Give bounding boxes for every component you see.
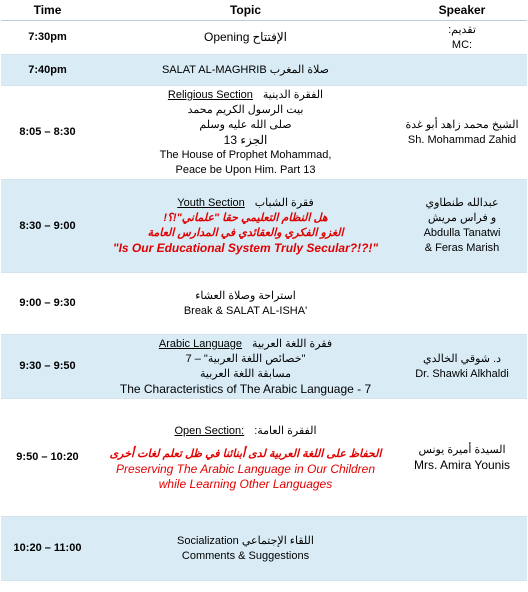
topic-ar: صلاة المغرب <box>269 63 330 76</box>
speaker-ar: الشيخ محمد زاهد أبو غدة <box>405 118 519 131</box>
header-time: Time <box>1 0 94 21</box>
speaker-en: & Feras Marish <box>424 242 500 254</box>
time-cell: 9:30 – 9:50 <box>1 335 94 399</box>
topic-en-line: Break & SALAT AL-ISHA' <box>183 304 308 317</box>
agenda-table <box>1 0 527 581</box>
section-title-ar: فقرة اللغة العربية <box>252 337 333 350</box>
section-title-ar: الفقرة العامة: <box>254 424 317 437</box>
speaker-cell <box>397 21 527 55</box>
table-row <box>1 273 527 335</box>
topic-en-line: The House of Prophet Mohammad, <box>159 148 332 161</box>
topic-cell <box>94 86 397 180</box>
topic-cell <box>94 180 397 273</box>
table-row <box>1 180 527 273</box>
topic-ar-line: الجزء 13 <box>223 132 268 147</box>
topic-en: Socialization <box>177 534 239 547</box>
section-title-en: Religious Section <box>167 88 253 101</box>
header-row <box>1 0 527 21</box>
table-row <box>1 21 527 55</box>
section-title-ar: فقرة الشباب <box>254 197 314 209</box>
speaker-ar: تقديم: <box>448 23 476 36</box>
speaker-ar: عبدالله طنطاوي <box>425 197 499 209</box>
topic-ar-line: الحفاظ على اللغة العربية لدى أبنائنا في ظل تعلم لغات أخرى <box>109 447 382 460</box>
speaker-en: MC: <box>451 38 473 51</box>
topic-en-line: "Is Our Educational System Truly Secular?!?!" <box>112 241 379 255</box>
speaker-cell <box>397 335 527 399</box>
topic-en-line: Comments & Suggestions <box>181 549 310 562</box>
topic-ar: اللقاء الإجتماعي <box>241 534 314 547</box>
topic-ar: الإفتتاح <box>252 29 287 44</box>
section-header <box>96 337 395 352</box>
topic-en: Opening <box>204 29 250 44</box>
speaker-cell <box>397 55 527 86</box>
time-cell: 8:30 – 9:00 <box>1 180 94 273</box>
topic-ar-line: هل النظام التعليمي حقا "علماني"!؟! <box>163 212 328 224</box>
topic-ar-line: بيت الرسول الكريم محمد <box>187 103 304 116</box>
topic-cell <box>94 55 397 86</box>
section-header <box>96 88 395 103</box>
topic-en-line: while Learning Other Languages <box>158 476 333 491</box>
speaker-ar: السيدة أميرة يونس <box>418 443 506 456</box>
topic-cell <box>94 273 397 335</box>
speaker-cell <box>397 180 527 273</box>
topic-cell <box>94 21 397 55</box>
topic-en-line: The Characteristics of The Arabic Language - 7 <box>119 381 372 396</box>
topic-ar-line: "خصائص اللغة العربية" – 7 <box>185 352 306 365</box>
speaker-ar: د. شوقي الخالدي <box>423 352 501 365</box>
table-row <box>1 86 527 180</box>
topic-line <box>96 534 395 549</box>
topic-en-line: Peace be Upon Him. Part 13 <box>175 163 316 176</box>
speaker-en: Mrs. Amira Younis <box>413 457 511 472</box>
section-title-en: Arabic Language <box>158 337 243 350</box>
section-header <box>96 424 395 439</box>
time-cell: 8:05 – 8:30 <box>1 86 94 180</box>
topic-en: SALAT AL-MAGHRIB <box>161 63 267 76</box>
table-row <box>1 399 527 517</box>
speaker-en: Sh. Mohammad Zahid <box>407 133 517 146</box>
time-cell: 9:50 – 10:20 <box>1 399 94 517</box>
speaker-cell <box>397 517 527 581</box>
speaker-cell <box>397 86 527 180</box>
table-row <box>1 335 527 399</box>
time-cell: 9:00 – 9:30 <box>1 273 94 335</box>
time-cell: 10:20 – 11:00 <box>1 517 94 581</box>
header-topic: Topic <box>94 0 397 21</box>
speaker-cell <box>397 273 527 335</box>
topic-ar-line: الغزو الفكري والعقائدي في المدارس العامة <box>147 227 344 239</box>
header-speaker: Speaker <box>397 0 527 21</box>
section-header <box>96 196 395 211</box>
topic-ar-line: مسابقة اللغة العربية <box>199 367 291 380</box>
section-title-en: Youth Section <box>177 197 245 209</box>
topic-cell <box>94 517 397 581</box>
topic-ar-line: صلى الله عليه وسلم <box>199 118 292 131</box>
speaker-cell <box>397 399 527 517</box>
table-row <box>1 55 527 86</box>
speaker-en: Dr. Shawki Alkhaldi <box>415 367 509 380</box>
time-cell: 7:40pm <box>1 55 94 86</box>
topic-cell <box>94 335 397 399</box>
speaker-en: Abdulla Tanatwi <box>423 227 501 239</box>
speaker-ar: و فراس مريش <box>427 212 497 224</box>
topic-ar-line: استراحة وصلاة العشاء <box>195 289 296 302</box>
time-cell: 7:30pm <box>1 21 94 55</box>
section-title-en: Open Section: <box>174 424 245 437</box>
topic-cell <box>94 399 397 517</box>
topic-en-line: Preserving The Arabic Language in Our Children <box>115 461 376 476</box>
table-row <box>1 517 527 581</box>
section-title-ar: الفقرة الدينية <box>262 88 324 101</box>
